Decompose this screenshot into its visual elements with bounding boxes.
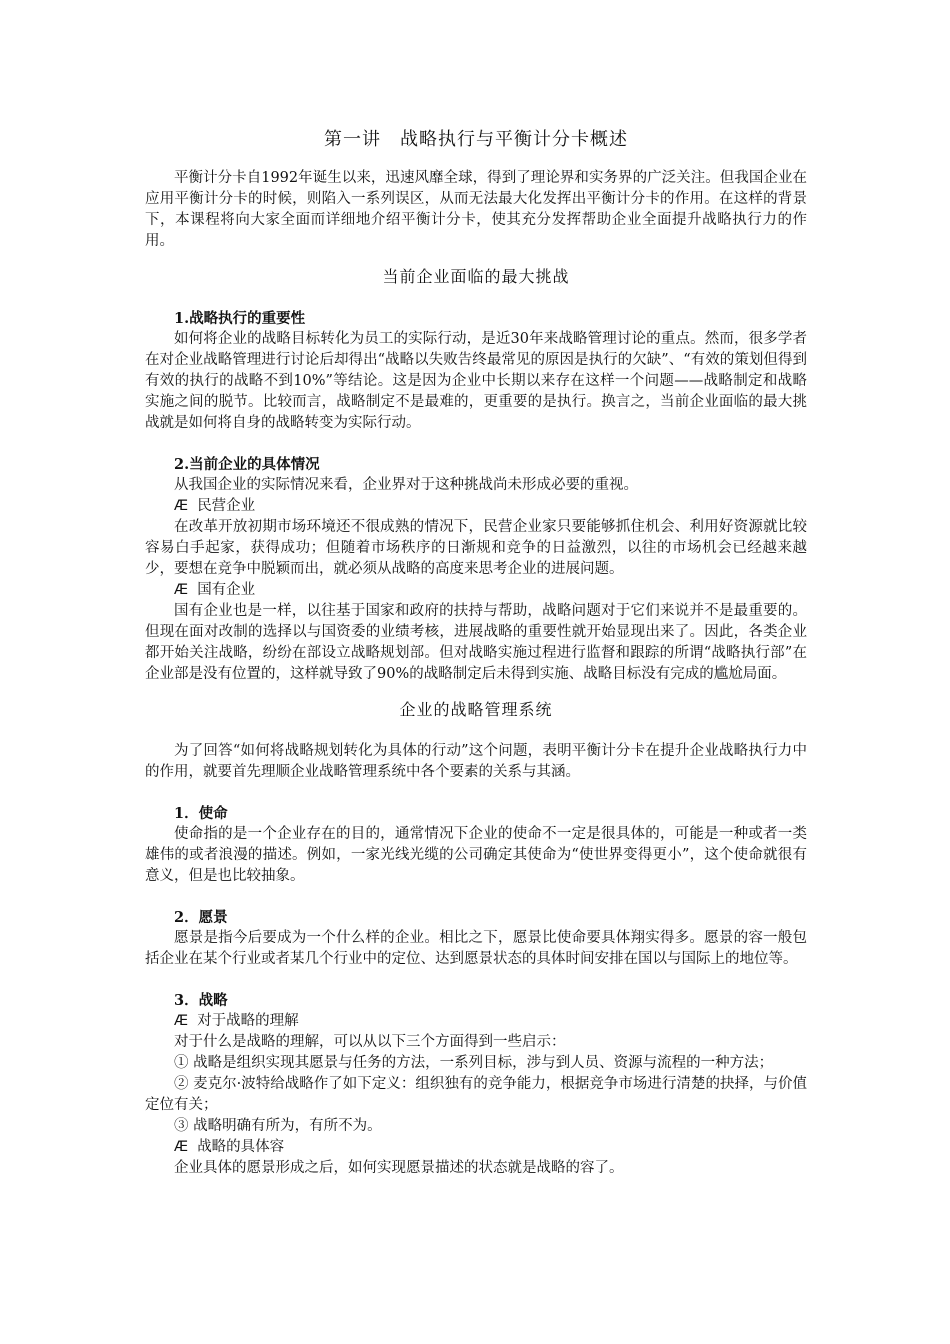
bullet-state-enterprise (145, 580, 807, 601)
heading-vision: 2．愿景 (174, 909, 228, 926)
paragraph-mission: 使命指的是一个企业存在的目的，通常情况下企业的使命不一定是很具体的，可能是一种或者一类雄伟的或者浪漫的描述。例如，一家光线光缆的公司确定其使命为“使世界变得更小”，这个使命就很有意义，但是也比较抽象。 (145, 826, 807, 884)
numbered-item-2: ② 麦克尔·波特给战略作了如下定义：组织独有的竞争能力，根据竞争市场进行清楚的抉择，与价值定位有关； (145, 1076, 807, 1113)
bullet-label: 民营企业 (197, 498, 256, 514)
bullet-strategy-content (145, 1137, 807, 1158)
intro-paragraph: 平衡计分卡自1992年诞生以来，迅速风靡全球，得到了理论界和实务界的广泛关注。但我国企业在应用平衡计分卡的时候，则陷入一系列误区，从而无法最大化发挥出平衡计分卡的作用。在这样的背景下，本课程将向大家全面而详细地介绍平衡计分卡，使其充分发挥帮助企业全面提升战略执行力的作用。 (145, 170, 807, 249)
numbered-item-3: ③ 战略明确有所为，有所不为。 (174, 1118, 382, 1134)
heading-strategy-importance: 1.战略执行的重要性 (174, 310, 306, 327)
paragraph-private-enterprise: 在改革开放初期市场环境还不很成熟的情况下，民营企业家只要能够抓住机会、利用好资源就比较容易白手起家，获得成功；但随着市场秩序的日渐规和竞争的日益激烈，以往的市场机会已经越来越少，要想在竞争中脱颖而出，就必须从战略的高度来思考企业的进展问题。 (145, 519, 807, 577)
bullet-label: 战略的具体容 (197, 1139, 285, 1155)
page-title: 第一讲 战略执行与平衡计分卡概述 (324, 129, 628, 150)
paragraph-current-situation: 从我国企业的实际情况来看，企业界对于这种挑战尚未形成必要的重视。 (174, 477, 638, 493)
bullet-mark-icon: Æ (174, 498, 189, 514)
bullet-label: 对于战略的理解 (197, 1013, 299, 1029)
bullet-strategy-understanding (145, 1011, 807, 1032)
bullet-private-enterprise (145, 496, 807, 517)
heading-current-situation: 2.当前企业的具体情况 (174, 456, 320, 473)
bullet-mark-icon: Æ (174, 1013, 189, 1029)
bullet-mark-icon: Æ (174, 1139, 189, 1155)
paragraph-strategy-importance: 如何将企业的战略目标转化为员工的实际行动，是近30年来战略管理讨论的重点。然而，很多学者在对企业战略管理进行讨论后却得出“战略以失败告终最常见的原因是执行的欠缺”、“有效的策划但得到有效的执行的战略不到10%”等结论。这是因为企业中长期以来存在这样一个问题——战略制定和战略实施之间的脱节。比较而言，战略制定不是最难的，更重要的是执行。换言之，当前企业面临的最大挑战就是如何将自身的战略转变为实际行动。 (145, 331, 807, 431)
numbered-item-1: ① 战略是组织实现其愿景与任务的方法，一系列目标，涉与到人员、资源与流程的一种方法； (174, 1055, 774, 1071)
paragraph-strategy-understanding: 对于什么是战略的理解，可以从以下三个方面得到一些启示： (174, 1034, 566, 1050)
section-title-challenge: 当前企业面临的最大挑战 (382, 267, 570, 286)
heading-strategy: 3．战略 (174, 992, 228, 1009)
heading-mission: 1．使命 (174, 805, 228, 822)
document-page (145, 128, 807, 1179)
bullet-mark-icon: Æ (174, 582, 189, 598)
paragraph-state-enterprise: 国有企业也是一样，以往基于国家和政府的扶持与帮助，战略问题对于它们来说并不是最重要的。但现在面对改制的选择以与国资委的业绩考核，进展战略的重要性就开始显现出来了。因此，各类企业都开始关注战略，纷纷在部设立战略规划部。但对战略实施过程进行监督和跟踪的所谓“战略执行部”在企业部是没有位置的，这样就导致了90%的战略制定后未得到实施、战略目标没有完成的尴尬局面。 (145, 603, 807, 682)
paragraph-management-system: 为了回答“如何将战略规划转化为具体的行动”这个问题，表明平衡计分卡在提升企业战略执行力中的作用，就要首先理顺企业战略管理系统中各个要素的关系与其涵。 (145, 743, 807, 780)
paragraph-vision: 愿景是指今后要成为一个什么样的企业。相比之下，愿景比使命要具体翔实得多。愿景的容一般包括企业在某个行业或者某几个行业中的定位、达到愿景状态的具体时间安排在国以与国际上的地位等。 (145, 930, 807, 967)
bullet-label: 国有企业 (197, 582, 256, 598)
section-title-management-system: 企业的战略管理系统 (399, 700, 553, 719)
paragraph-strategy-content: 企业具体的愿景形成之后，如何实现愿景描述的状态就是战略的容了。 (174, 1160, 624, 1176)
